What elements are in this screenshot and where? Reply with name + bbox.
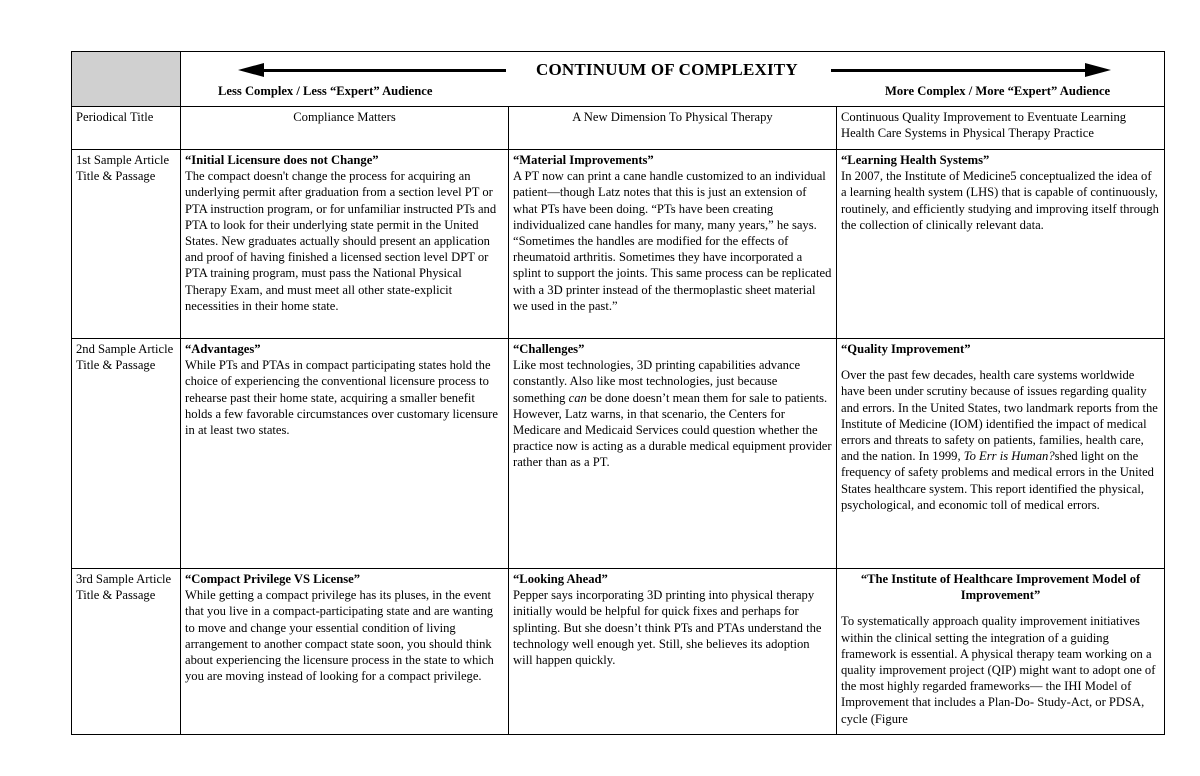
- row-label-first: 1st Sample Article Title & Passage: [72, 150, 181, 339]
- article-passage: While getting a compact privilege has its pluses, in the event that you live in a compact-participating state and are wanting to move and change your essential condition of living arrangement to another compact state soon, you should think about experiencing the licensure process in the state to which you are moving instead of looking for a compact privilege.: [185, 588, 494, 684]
- row-label-second: 2nd Sample Article Title & Passage: [72, 339, 181, 569]
- article-passage: To systematically approach quality improvement initiatives within the clinical setting the integration of a guiding framework is essential. A physical therapy team working on a quality improvement project (QIP) might want to adopt one of the most highly regarded frameworks— the IHI Model of Improvement that includes a Plan-Do- Study-Act, or PDSA, cycle (Figure: [841, 614, 1156, 726]
- article-passage: While PTs and PTAs in compact participating states hold the choice of experiencing the conventional licensure process to rehearse past their home state, acquiring a smaller benefit holds a few favorable circumstances over customary licensure in at least two states.: [185, 358, 498, 438]
- complexity-table: [71, 51, 1165, 735]
- continuum-header: [181, 52, 1165, 107]
- article-title: “Learning Health Systems”: [841, 153, 990, 167]
- passage-cell: [837, 569, 1165, 735]
- corner-cell: [72, 52, 181, 107]
- article-passage: Pepper says incorporating 3D printing into physical therapy initially would be helpful for quick fixes and perhaps for splinting. But she doesn’t think PTs and PTAs understand the technology well enough yet. Still, she believes its adoption will happen quickly.: [513, 588, 822, 668]
- passage-cell: [181, 569, 509, 735]
- passage-cell: [509, 569, 837, 735]
- article-title: “Challenges”: [513, 342, 585, 356]
- article-title: “Advantages”: [185, 342, 261, 356]
- more-complex-label: More Complex / More “Expert” Audience: [885, 84, 1111, 98]
- article-title: “Material Improvements”: [513, 153, 654, 167]
- passage-cell: [509, 150, 837, 339]
- passage-cell: [181, 150, 509, 339]
- article-title: “Quality Improvement”: [841, 342, 971, 356]
- article-passage: A PT now can print a cane handle customized to an individual patient—though Latz notes that this is just an extension of what PTs have been doing. “PTs have been creating individualized cane handles for many, many years,” he says. “Sometimes the handles are modified for the effects of rheumatoid arthritis. Sometimes they have incorporated a splint to support the joints. This same process can be replicated with a 3D printer instead of the thermoplastic sheet material we used in the past.”: [513, 169, 832, 313]
- periodical-title-3: Continuous Quality Improvement to Eventuate Learning Health Care Systems in Physical Therapy Practice: [837, 107, 1165, 150]
- article-passage: The compact doesn't change the process for acquiring an underlying permit after graduation from a section level PT or PTA instruction program, or for unfamiliar instructed PTs and PTA to look for their underlying state permit in the United States. New graduates actually should present an application and proof of having finished a licensed section level DPT or PTA training program, must pass the National Physical Therapy Exam, and must meet all other state-explicit necessities in their home state.: [185, 169, 497, 313]
- row-label-third: 3rd Sample Article Title & Passage: [72, 569, 181, 735]
- periodical-title-2: A New Dimension To Physical Therapy: [509, 107, 837, 150]
- article-passage: In 2007, the Institute of Medicine5 conceptualized the idea of a learning health system (LHS) that is capable of continuously, routinely, and efficiently studying and improving itself through the collection of clinically relevant data.: [841, 169, 1159, 232]
- less-complex-label: Less Complex / Less “Expert” Audience: [218, 84, 433, 98]
- periodical-title-1: Compliance Matters: [181, 107, 509, 150]
- article-title: “The Institute of Healthcare Improvement Model of Improvement”: [860, 572, 1141, 603]
- passage-cell: [837, 339, 1165, 569]
- article-passage: Over the past few decades, health care systems worldwide have been under scrutiny because of issues regarding quality and errors. In the United States, two landmark reports from the Institute of Medicine (IOM) identified the impact of medical errors and threats to safety on patients, families, health care, and the nation. In 1999, To Err is Human?shed light on the frequency of safety problems and medical errors in the United States healthcare system. This report identified the physical, psychological, and economic toll of medical errors.: [841, 368, 1158, 512]
- article-title: “Compact Privilege VS License”: [185, 572, 361, 586]
- row-label-periodical: Periodical Title: [72, 107, 181, 150]
- continuum-title: CONTINUUM OF COMPLEXITY: [536, 60, 798, 79]
- article-title: “Initial Licensure does not Change”: [185, 153, 379, 167]
- passage-cell: [181, 339, 509, 569]
- passage-cell: [509, 339, 837, 569]
- passage-cell: [837, 150, 1165, 339]
- article-title: “Looking Ahead”: [513, 572, 608, 586]
- article-passage: Like most technologies, 3D printing capabilities advance constantly. Also like most technologies, just because something can be done doesn’t mean them for sale to patients. However, Latz warns, in that scenario, the Centers for Medicare and Medicaid Services could question whether the practice now is acting as a durable medical equipment provider rather than as a PT.: [513, 358, 832, 470]
